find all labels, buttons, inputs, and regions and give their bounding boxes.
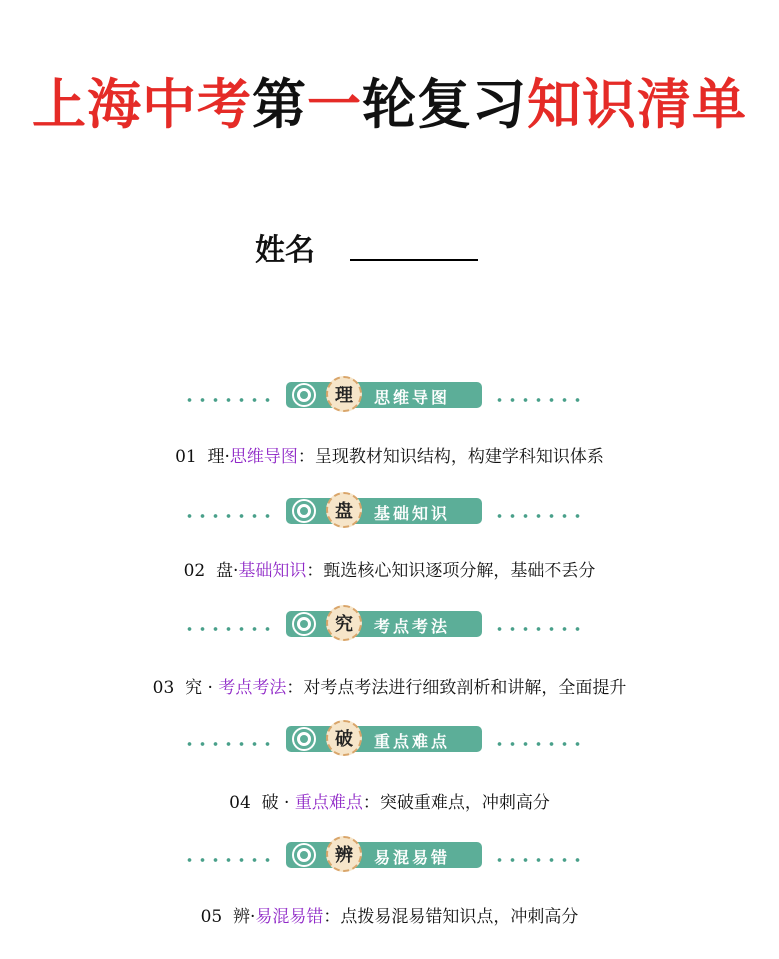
title-part: 知识清单: [527, 73, 747, 136]
section-description: ：点拨易混易错知识点，冲刺高分: [323, 907, 579, 927]
section-badge: 辨: [326, 836, 362, 872]
section-separator: ·: [233, 561, 239, 581]
section-description: ：呈现教材知识结构，构建学科知识体系: [297, 447, 604, 467]
target-icon: [294, 614, 314, 634]
section-line: [0, 788, 779, 813]
section-badge: 盘: [326, 492, 362, 528]
section-2: [0, 494, 779, 614]
section-topic: 考点考法: [218, 678, 287, 698]
section-separator: ·: [278, 793, 295, 813]
section-number: 01: [175, 447, 197, 467]
section-4: [0, 722, 779, 842]
section-line: [0, 556, 779, 581]
dot-divider: [183, 397, 275, 403]
dot-divider: [493, 626, 585, 632]
dot-divider: [183, 513, 275, 519]
banner-label: 基础知识: [374, 504, 451, 523]
section-topic: 基础知识: [238, 561, 307, 581]
section-3: [0, 607, 779, 727]
dot-divider: [183, 857, 275, 863]
dot-divider: [493, 857, 585, 863]
section-banner: [183, 838, 585, 874]
section-separator: ·: [224, 447, 230, 467]
banner-pill: [286, 611, 482, 637]
section-badge: 破: [326, 720, 362, 756]
section-description: ：突破重难点，冲刺高分: [362, 793, 550, 813]
section-char: 理: [207, 447, 225, 467]
target-icon: [294, 729, 314, 749]
section-line: [0, 902, 779, 927]
banner-pill: [286, 498, 482, 524]
section-banner: [183, 494, 585, 530]
section-line: [0, 673, 779, 698]
section-number: 04: [229, 793, 251, 813]
section-description: ：对考点考法进行细致剖析和讲解，全面提升: [286, 678, 627, 698]
section-char: 盘: [216, 561, 234, 581]
banner-pill: [286, 842, 482, 868]
section-number: 05: [200, 907, 223, 927]
page-title: [0, 62, 779, 139]
dot-divider: [493, 397, 585, 403]
section-char: 破: [261, 793, 279, 813]
section-number: 03: [152, 678, 175, 698]
banner-label: 考点考法: [374, 617, 451, 636]
section-topic: 重点难点: [294, 793, 363, 813]
section-number: 02: [183, 561, 206, 581]
banner-label: 易混易错: [374, 848, 451, 867]
title-part: 第: [252, 73, 307, 136]
section-char: 究: [185, 678, 203, 698]
title-part: 上海中考: [32, 73, 252, 136]
section-banner: [183, 378, 585, 414]
section-separator: ·: [202, 678, 219, 698]
title-part: 一: [307, 73, 362, 136]
section-badge: 究: [326, 605, 362, 641]
name-blank-line[interactable]: [350, 259, 478, 261]
section-char: 辨: [233, 907, 251, 927]
section-badge: 理: [326, 376, 362, 412]
banner-label: 重点难点: [374, 732, 451, 751]
section-topic: 易混易错: [255, 907, 324, 927]
banner-label: 思维导图: [374, 388, 451, 407]
section-topic: 思维导图: [229, 447, 298, 467]
banner-pill: [286, 382, 482, 408]
name-label: 姓名: [255, 233, 315, 268]
dot-divider: [183, 626, 275, 632]
section-separator: ·: [250, 907, 256, 927]
section-line: [0, 442, 779, 467]
section-banner: [183, 607, 585, 643]
section-description: ：甄选核心知识逐项分解，基础不丢分: [306, 561, 596, 581]
dot-divider: [183, 741, 275, 747]
banner-pill: [286, 726, 482, 752]
target-icon: [294, 385, 314, 405]
dot-divider: [493, 513, 585, 519]
target-icon: [294, 845, 314, 865]
dot-divider: [493, 741, 585, 747]
target-icon: [294, 501, 314, 521]
section-5: [0, 838, 779, 958]
section-1: [0, 378, 779, 498]
title-part: 轮复习: [362, 73, 527, 136]
section-banner: [183, 722, 585, 758]
